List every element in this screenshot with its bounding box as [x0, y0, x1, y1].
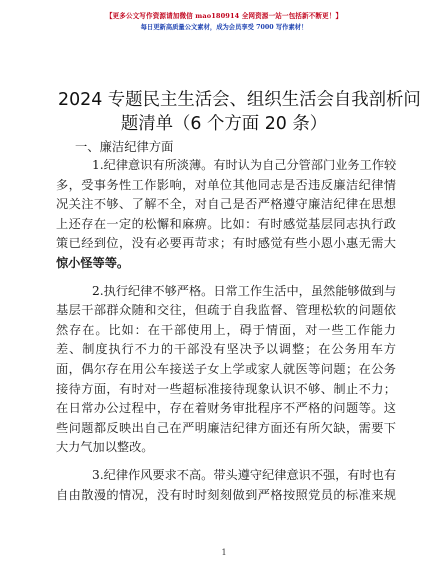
paragraph-line: 些问题都反映出自己在严明廉洁纪律方面还有所欠缺，需要下	[56, 420, 396, 435]
title-line-1: 2024 专题民主生活会、组织生活会自我剖析问	[58, 90, 421, 110]
paragraph-3	[56, 466, 396, 505]
paragraph-line: 然存在。比如：在干部使用上，碍于情面，对一些工作能力	[56, 322, 396, 337]
paragraph-line: 惊小怪等等。	[56, 255, 130, 270]
paragraph-line: 上还存在一定的松懈和麻痹。比如：有时感觉基层同志执行政	[56, 216, 396, 231]
paragraph-line: 况关注不够、了解不全，对自己是否严格遵守廉洁纪律在思想	[56, 197, 396, 212]
promo-banner-line-2: 每日更新高质量公文素材，成为会员享受 7000 写作素材！	[140, 24, 308, 31]
paragraph-line: 差、制度执行不力的干部没有坚决予以调整；在公务用车方	[56, 342, 396, 357]
section-heading: 一、廉洁纪律方面	[75, 140, 174, 154]
paragraph-line: 在日常办公过程中，存在着财务审批程序不严格的问题等。这	[56, 401, 396, 416]
paragraph-2	[56, 282, 396, 458]
paragraph-line: 2.执行纪律不够严格。日常工作生活中，虽然能够做到与	[92, 283, 397, 298]
document-title	[58, 88, 421, 136]
paragraph-1	[56, 156, 396, 274]
page-number: 1	[221, 548, 227, 557]
document-body	[56, 156, 396, 505]
paragraph-line: 多，受事务性工作影响，对单位其他同志是否违反廉洁纪律情	[56, 177, 396, 192]
paragraph-line: 大力气加以整改。	[56, 440, 154, 455]
paragraph-line: 面，偶尔存在用公车接送子女上学或家人就医等问题；在公务	[56, 361, 396, 376]
paragraph-line: 1.纪律意识有所淡薄。有时认为自己分管部门业务工作较	[92, 158, 397, 172]
paragraph-line: 基层干部群众随和交往，但疏于自我监督、管理松软的问题依	[56, 303, 396, 318]
paragraph-line: 自由散漫的情况，没有时时刻刻做到严格按照党员的标准来规	[56, 487, 396, 502]
paragraph-line: 3.纪律作风要求不高。带头遵守纪律意识不强，有时也有	[92, 467, 397, 482]
promo-banner-line-1: 【更多公文写作资源请加微信 mao180914 全网资源一站一包括新不断更！】	[105, 12, 343, 20]
paragraph-line: 接待方面，有时对一些超标准接待现象认识不够、制止不力；	[56, 381, 396, 396]
title-line-2: 题清单（6 个方面 20 条）	[120, 114, 328, 134]
paragraph-line: 策已经到位，没有必要再苛求；有时感觉有些小恩小惠无需大	[56, 236, 396, 251]
